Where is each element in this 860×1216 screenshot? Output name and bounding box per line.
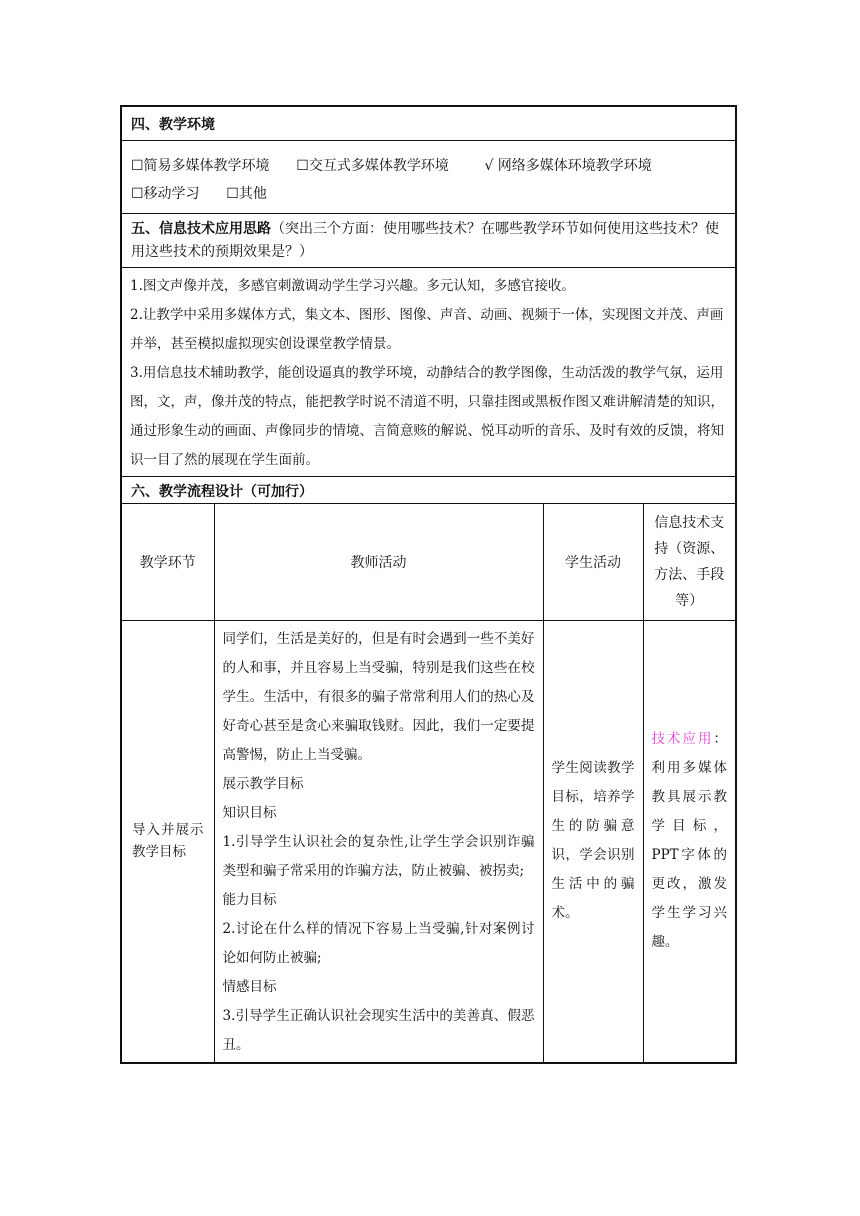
option-mobile-learning[interactable]: ☐移动学习: [131, 186, 200, 202]
option-network-multimedia[interactable]: √ 网络多媒体环境教学环境: [484, 158, 652, 174]
point-3: 3.用信息技术辅助教学，能创设逼真的教学环境，动静结合的教学图像，生动活泼的教学气氛，运用图，文，声，像并茂的特点，能把教学时说不清道不明，只靠挂图或黑板作图又难讲解清楚的知识，通过形象生动的画面、声像同步的情境、言简意赅的解说、悦耳动听的音乐、及时有效的反馈，将知识一目了然的展现在学生面前。: [130, 365, 724, 468]
option-other[interactable]: ☐其他: [226, 186, 267, 202]
option-interactive-multimedia[interactable]: ☐交互式多媒体教学环境: [296, 158, 449, 174]
point-2: 2.让教学中采用多媒体方式，集文本、图形、图像、声音、动画、视频于一体，实现图文并茂、声画并举，甚至模拟虚拟现实创设课堂教学情景。: [130, 307, 724, 352]
section5-heading: [122, 214, 735, 268]
section4-title: 四、教学环境: [122, 107, 735, 141]
tech-text: 利用多媒体教具展示教学目标，PPT字体的更改，激发学生学习兴趣。: [651, 760, 727, 950]
header-student-activity: 学生活动: [543, 504, 643, 620]
teacher-line-goals: 展示教学目标: [222, 775, 304, 792]
tech-label: 技术应用: [651, 731, 714, 747]
flow-table: [122, 504, 735, 1062]
header-teacher-activity: 教师活动: [214, 504, 543, 620]
section5-note: （突出三个方面：使用哪些技术？在哪些教学环节如何使用这些技术？使用这些技术的预期效果是？）: [131, 221, 719, 260]
flow-table-wrapper: [122, 504, 735, 1062]
teacher-line-2: 2.讨论在什么样的情况下容易上当受骗,针对案例讨论如何防止被骗;: [222, 920, 535, 966]
option-simple-multimedia[interactable]: ☐简易多媒体教学环境: [131, 158, 270, 174]
student-activity-cell: 学生阅读教学目标，培养学生的防骗意识，学会识别生活中的骗术。: [543, 620, 643, 1062]
flow-header-row: [122, 504, 735, 620]
tech-application-points: [122, 268, 735, 477]
tech-support-cell: [643, 620, 735, 1062]
lesson-plan-table: [120, 105, 737, 1064]
section6-title: 六、教学流程设计（可加行）: [122, 477, 735, 504]
header-tech-support: 信息技术支持（资源、方法、手段等）: [643, 504, 735, 620]
teacher-line-emotion: 情感目标: [222, 978, 277, 995]
header-stage: 教学环节: [122, 504, 214, 620]
teacher-activity-cell: [214, 620, 543, 1062]
section5-title: 五、信息技术应用思路: [131, 221, 271, 237]
teacher-line-3: 3.引导学生正确认识社会现实生活中的美善真、假恶丑。: [222, 1007, 535, 1053]
flow-row: [122, 620, 735, 1062]
teacher-intro: 同学们，生活是美好的，但是有时会遇到一些不美好的人和事，并且容易上当受骗，特别是我们这些在校学生。生活中，有很多的骗子常常利用人们的热心及好奇心甚至是贪心来骗取钱财。因此，我们一定要提高警惕，防止上当受骗。: [222, 630, 535, 763]
environment-options: [122, 141, 735, 214]
tech-colon: ：: [713, 731, 727, 747]
point-1: 1.图文声像并茂，多感官刺激调动学生学习兴趣。多元认知，多感官接收。: [130, 278, 575, 294]
teacher-line-1: 1.引导学生认识社会的复杂性,让学生学会识别诈骗类型和骗子常采用的诈骗方法，防止被骗、被拐卖;: [222, 833, 535, 879]
teacher-line-knowledge: 知识目标: [222, 804, 277, 821]
teacher-line-ability: 能力目标: [222, 891, 277, 908]
stage-cell: 导入并展示教学目标: [122, 620, 214, 1062]
